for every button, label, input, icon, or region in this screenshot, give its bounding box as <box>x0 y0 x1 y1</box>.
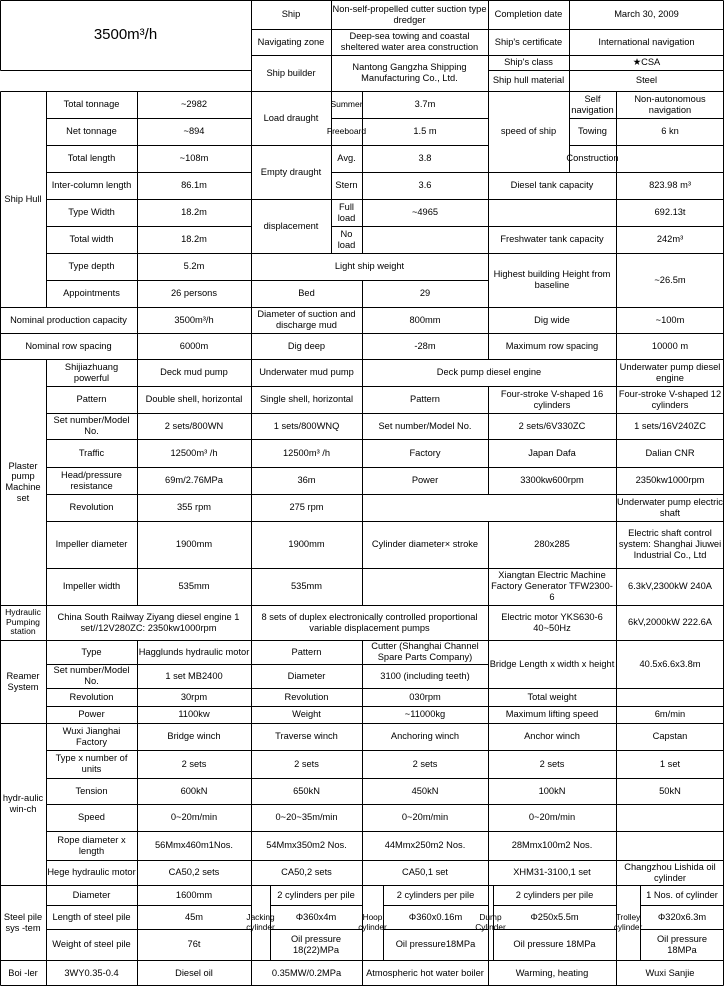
winch-cell: 2 sets <box>294 758 319 769</box>
production-row_spacing_value: 6000m <box>179 340 209 351</box>
winch-cell: 50kN <box>659 785 681 796</box>
production-max_row_label: Maximum row spacing <box>505 340 599 351</box>
winch-header: Anchoring winch <box>390 731 460 742</box>
pump-setno2: Set number/Model No. <box>378 420 472 431</box>
winch-header: Capstan <box>652 731 688 742</box>
winch-cell: 600kN <box>180 785 208 796</box>
header-certificate_label: Ship's certificate <box>494 36 563 47</box>
reamer-diameter: Diameter <box>287 670 326 681</box>
winch-cell: 2 sets <box>181 758 207 769</box>
pile-dump_2: Φ250x5.5m <box>530 911 579 922</box>
pile-length: Length of steel pile <box>52 911 131 922</box>
production-dig_deep_label: Dig deep <box>287 340 326 351</box>
winch-cell: 650kN <box>293 785 320 796</box>
winch-section: hydr-aulic win-ch <box>2 793 44 814</box>
hull-row-label: Total width <box>69 234 114 245</box>
pile-jacking: Jacking cylinder <box>246 911 275 932</box>
reamer-power_v: 1100kw <box>178 709 210 720</box>
hydraulic_station-motor_v: 6kV,2000kW 222.6A <box>628 617 712 628</box>
reamer-lifting: Maximum lifting speed <box>505 709 599 720</box>
hull-row-value: ~2982 <box>180 99 208 110</box>
pile-trolley: Trolley cylinder <box>613 911 643 932</box>
pump-deck: Deck mud pump <box>160 367 228 378</box>
pump-pattern: Pattern <box>76 394 107 405</box>
winch-cell <box>616 831 724 860</box>
hull-highest_v: ~26.5m <box>654 274 686 285</box>
winch-cell: XHM31-3100,1 set <box>513 867 591 878</box>
header-hull_material_label: Ship hull material <box>492 75 565 86</box>
pump-traffic_deck: 12500m³ /h <box>170 447 218 458</box>
hull-stern: Stern <box>335 180 358 191</box>
pump-pattern_deck_eng: Four-stroke V-shaped 16 cylinders <box>500 388 604 410</box>
header-completion_value: March 30, 2009 <box>614 9 679 20</box>
pump-shaft_control: Electric shaft control system: Shanghai Jiuwei Industrial Co., Ltd <box>618 528 722 560</box>
hydraulic_station-section: Hydraulic Pumping station <box>5 606 41 637</box>
pump-head: Head/pressure resistance <box>61 469 122 491</box>
winch-cell <box>616 804 724 831</box>
header-certificate_value: International navigation <box>598 36 695 47</box>
pump-blank <box>362 568 488 605</box>
pile-diameter: Diameter <box>72 889 111 900</box>
pile-dump_1: 2 cylinders per pile <box>515 889 594 900</box>
reamer-type: Type <box>81 646 102 657</box>
hull-row-label: Total length <box>67 153 116 164</box>
production-dig_wide_label: Dig wide <box>534 314 570 325</box>
hull-freeboard_v: 1.5 m <box>413 126 437 137</box>
hull-full_load_v: ~4965 <box>411 207 439 218</box>
hull-row-value: ~894 <box>183 126 205 137</box>
pump-head_deck: 69m/2.76MPa <box>165 475 223 486</box>
pile-trolley_1: 1 Nos. of cylinder <box>646 889 718 900</box>
reamer-power: Power <box>78 709 105 720</box>
hull-construction_v <box>616 145 724 172</box>
pile-hoop_3: Oil pressure18MPa <box>395 939 476 950</box>
pump-rev: Revolution <box>69 502 114 513</box>
pile-jacking_3: Oil pressure 18(22)MPa <box>290 933 342 955</box>
winch-cell: 56Mmx460m1Nos. <box>154 840 234 851</box>
pile-jacking_1: 2 cylinders per pile <box>277 889 355 900</box>
boiler-model: 3WY0.35-0.4 <box>64 967 119 978</box>
winch-cell: 450kN <box>411 785 439 796</box>
winch-cell: 0~20m/min <box>170 812 218 823</box>
hull-row-value: 26 persons <box>171 288 217 299</box>
pump-deck_engine: Deck pump diesel engine <box>436 367 542 378</box>
pile-hoop_2: Φ360x0.16m <box>408 911 463 922</box>
pump-maker: Shijiazhuang powerful <box>64 361 119 383</box>
production-dig_wide_value: ~100m <box>655 314 685 325</box>
reamer-total_weight: Total weight <box>527 691 577 702</box>
winch-cell: 2 sets <box>539 758 565 769</box>
pump-impeller_d: Impeller diameter <box>55 539 128 550</box>
header-builder_label: Ship builder <box>266 67 316 78</box>
pump-impeller_d_uw: 1900mm <box>288 539 325 550</box>
production-suction_label: Diameter of suction and discharge mud <box>257 309 356 330</box>
hydraulic_station-engine: China South Railway Ziyang diesel engine 1 set//12V280ZC: 2350kw1000rpm <box>57 611 240 633</box>
pump-section-label: Plaster pump Machine set <box>5 460 41 503</box>
boiler-pressure: 0.35MW/0.2MPa <box>271 967 342 978</box>
hull-stern_v: 3.6 <box>418 180 432 191</box>
winch-header: Anchor winch <box>524 731 580 742</box>
reamer-bridge: Bridge Length x width x height <box>489 658 615 669</box>
pump-generator_v: 6.3kV,2300kW 240A <box>628 581 712 592</box>
hull-row-label: Type depth <box>68 261 115 272</box>
winch-cell: 2 sets <box>412 758 438 769</box>
header-hull_material_value: Steel <box>635 75 658 86</box>
winch-cell: CA50,1 set <box>402 867 448 878</box>
hull-speed_label: speed of ship <box>500 126 557 137</box>
winch-cell: CA50,2 sets <box>281 867 332 878</box>
hull-row-value: ~108m <box>179 153 209 164</box>
hydraulic_station-pumps: 8 sets of duplex electronically controlled proportional variable displacement pumps <box>261 611 478 633</box>
hull-no_load_v <box>362 226 488 253</box>
pump-pattern_uw_eng: Four-stroke V-shaped 12 cylinders <box>618 388 722 410</box>
header-class_label: Ship's class <box>504 57 553 68</box>
reamer-lifting_v: 6m/min <box>654 709 686 720</box>
pump-impeller_w_uw: 535mm <box>290 581 322 592</box>
boiler-section: Boi -ler <box>8 967 38 978</box>
hull-bed_v: 29 <box>419 288 431 299</box>
hull-highest: Highest building Height from baseline <box>493 269 611 290</box>
boiler-use: Warming, heating <box>515 967 589 978</box>
boiler-maker: Wuxi Sanjie <box>645 967 695 978</box>
production-suction_value: 800mm <box>409 314 441 325</box>
hull-towing: Towing <box>578 126 607 137</box>
pump-underwater: Underwater mud pump <box>259 367 354 378</box>
boiler-fuel: Diesel oil <box>175 967 213 978</box>
pump-setno_uw_eng: 1 sets/16V240ZC <box>634 420 706 431</box>
hull-no_load: No load <box>337 228 356 250</box>
pile-jacking_2: Φ360x4m <box>295 911 337 922</box>
header-ship_value: Non-self-propelled cutter suction type dredger <box>332 3 487 25</box>
hull-section-label: Ship Hull <box>4 193 42 204</box>
hull-row-label: Inter-column length <box>51 180 132 191</box>
winch-cell: Hege hydraulic motor <box>47 867 136 878</box>
hull-diesel-blank <box>488 199 616 226</box>
header-builder_value: Nantong Gangzha Shipping Manufacturing Co., Ltd. <box>352 62 467 83</box>
reamer-rev: Revolution <box>69 691 114 702</box>
pump-head_uw: 36m <box>297 475 316 486</box>
hull-diesel_tank_v: 823.98 m³ <box>649 180 691 191</box>
boiler-type: Atmospheric hot water boiler <box>366 967 484 978</box>
hull-row-label: Net tonnage <box>66 126 117 137</box>
hull-row-label: Type Width <box>68 207 115 218</box>
pump-shaft: Underwater pump electric shaft <box>617 496 723 518</box>
hull-freeboard: Freeboard <box>326 125 367 136</box>
reamer-setno_v: 1 set MB2400 <box>165 670 223 681</box>
winch-header: Bridge winch <box>167 731 221 742</box>
pile-weight: Weight of steel pile <box>52 939 131 950</box>
hull-freshwater_v: 242m³ <box>656 234 684 245</box>
reamer-type_v: Hagglunds hydraulic motor <box>138 646 250 657</box>
pump-factory_uw: Dalian CNR <box>645 447 695 458</box>
hull-towing_v: 6 kn <box>661 126 679 137</box>
winch-cell: Changzhou Lishida oil cylinder <box>624 861 716 883</box>
reamer-section: Reamer System <box>6 670 40 692</box>
reamer-rev_v: 30rpm <box>180 691 208 702</box>
hull-diesel_tank_v2: 692.13t <box>654 207 686 218</box>
winch-cell: Speed <box>78 812 105 823</box>
pump-setno_uw: 1 sets/800WNQ <box>273 420 340 431</box>
winch-cell: 1 set <box>659 758 681 769</box>
hull-summer_v: 3.7m <box>414 99 436 110</box>
hull-load_draught: Load draught <box>263 112 319 123</box>
hull-bed: Bed <box>298 288 315 299</box>
hull-row-label: Total tonnage <box>63 99 120 110</box>
hull-empty_draught: Empty draught <box>260 166 322 177</box>
hull-full_load: Full load <box>337 201 356 223</box>
winch-cell: 0~20~35m/min <box>275 812 338 823</box>
pump-rev_deck: 355 rpm <box>176 502 212 513</box>
pile-trolley_2: Φ320x6.3m <box>657 911 707 922</box>
pile-section: Steel pile sys -tem <box>3 911 43 933</box>
production-row_spacing_label: Nominal row spacing <box>25 340 112 351</box>
pump-pattern2: Pattern <box>410 394 440 405</box>
hull-row-value: 18.2m <box>181 234 207 245</box>
reamer-pattern: Pattern <box>291 646 322 657</box>
reamer-weight: Weight <box>292 709 321 720</box>
hull-row-value: 86.1m <box>181 180 207 191</box>
pump-pattern_uw: Single shell, horizontal <box>259 394 354 405</box>
pump-setno_deck_eng: 2 sets/6V330ZC <box>518 420 586 431</box>
pump-impeller_w: Impeller width <box>62 581 121 592</box>
pile-dump_3: Oil pressure 18MPa <box>513 939 596 950</box>
reamer-rev2_v: 030rpm <box>409 691 441 702</box>
pile-hoop_1: 2 cylinders per pile <box>396 889 475 900</box>
winch-cell: CA50,2 sets <box>168 867 220 878</box>
winch-cell: Tension <box>75 785 108 796</box>
pump-impeller_w_deck: 535mm <box>178 581 210 592</box>
winch-cell: 100kN <box>538 785 566 796</box>
pump-power_uw: 2350kw1000rpm <box>635 475 705 486</box>
hull-freshwater: Freshwater tank capacity <box>500 234 604 245</box>
winch-header: Wuxi Jianghai Factory <box>62 725 121 747</box>
winch-cell: 54Mmx350m2 Nos. <box>266 840 347 851</box>
winch-cell: 0~20m/min <box>528 812 576 823</box>
pump-cylinder: Cylinder diameter× stroke <box>371 539 479 550</box>
hull-row-label: Appointments <box>63 288 120 299</box>
reamer-pattern_v: Cutter (Shanghai Channel Spare Parts Company) <box>371 641 479 662</box>
winch-cell: 44Mmx250m2 Nos. <box>384 840 466 851</box>
production-dig_deep_value: -28m <box>414 340 436 351</box>
winch-cell: Type x number of units <box>55 753 128 774</box>
header-completion_label: Completion date <box>494 9 563 20</box>
header-class_value: ★CSA <box>632 57 661 68</box>
pump-setno_deck: 2 sets/800WN <box>164 420 224 431</box>
hull-row-value: 18.2m <box>181 207 207 218</box>
pile-trolley_3: Oil pressure 18MPa <box>656 933 708 955</box>
title-cell: 3500m³/h <box>93 26 158 44</box>
reamer-rev2: Revolution <box>284 691 329 702</box>
header-nav_zone_value: Deep-sea towing and coastal sheltered water area construction <box>340 31 479 52</box>
pile-dump: Dump Cylinder <box>475 911 506 932</box>
pile-hoop: Hoop cylinder <box>358 911 387 932</box>
pump-cylinder_v: 280x285 <box>534 539 570 550</box>
winch-cell: 28Mmx100m2 Nos. <box>511 840 593 851</box>
pump-power: Power <box>411 475 439 486</box>
hull-summer: Summer <box>330 98 363 109</box>
winch-cell: Rope diameter x length <box>57 834 126 856</box>
hull-light_ship: Light ship weight <box>334 261 405 272</box>
pile-weight_v: 76t <box>187 939 201 950</box>
pump-pattern_deck: Double shell, horizontal <box>145 394 243 405</box>
hull-avg: Avg. <box>337 153 356 164</box>
reamer-total_weight_v <box>616 688 724 706</box>
hull-avg_v: 3.8 <box>418 153 432 164</box>
pump-uw_engine: Underwater pump diesel engine <box>619 361 721 383</box>
header-nav_zone_label: Navigating zone <box>257 36 325 47</box>
reamer-weight_v: ~11000kg <box>404 709 446 720</box>
winch-header: Traverse winch <box>275 731 338 742</box>
pump-rev_uw: 275 rpm <box>289 502 324 513</box>
pump-traffic_uw: 12500m³ /h <box>282 447 331 458</box>
production-capacity_label: Nominal production capacity <box>10 314 127 325</box>
production-capacity_value: 3500m³/h <box>174 314 214 325</box>
hydraulic_station-motor: Electric motor YKS630-6 40~50Hz <box>501 611 603 633</box>
pump-factory: Factory <box>409 447 441 458</box>
pump-impeller_d_deck: 1900mm <box>175 539 213 550</box>
hull-diesel_tank: Diesel tank capacity <box>510 180 594 191</box>
pump-setno: Set number/Model No. <box>53 415 130 436</box>
pile-diameter_v: 1600mm <box>175 889 213 900</box>
pump-power_deck: 3300kw600rpm <box>520 475 584 486</box>
hull-construction: Construction <box>566 153 619 164</box>
reamer-diameter_v: 3100 (including teeth) <box>380 670 470 681</box>
production-max_row_value: 10000 m <box>651 340 689 351</box>
pump-traffic: Traffic <box>78 447 105 458</box>
winch-cell: 0~20m/min <box>401 812 449 823</box>
pump-factory_deck: Japan Dafa <box>528 447 576 458</box>
reamer-setno: Set number/Model No. <box>53 665 130 686</box>
reamer-bridge_v: 40.5x6.6x3.8m <box>639 658 701 669</box>
hull-displacement: displacement <box>263 220 319 231</box>
pump-generator: Xiangtan Electric Machine Factory Generator TFW2300-6 <box>491 570 613 602</box>
pile-length_v: 45m <box>184 911 204 922</box>
hull-row-value: 5.2m <box>183 261 205 272</box>
hull-self_nav: Self navigation <box>571 93 614 115</box>
hull-self_nav_v: Non-autonomous navigation <box>634 93 706 115</box>
header-ship_label: Ship <box>281 9 301 20</box>
